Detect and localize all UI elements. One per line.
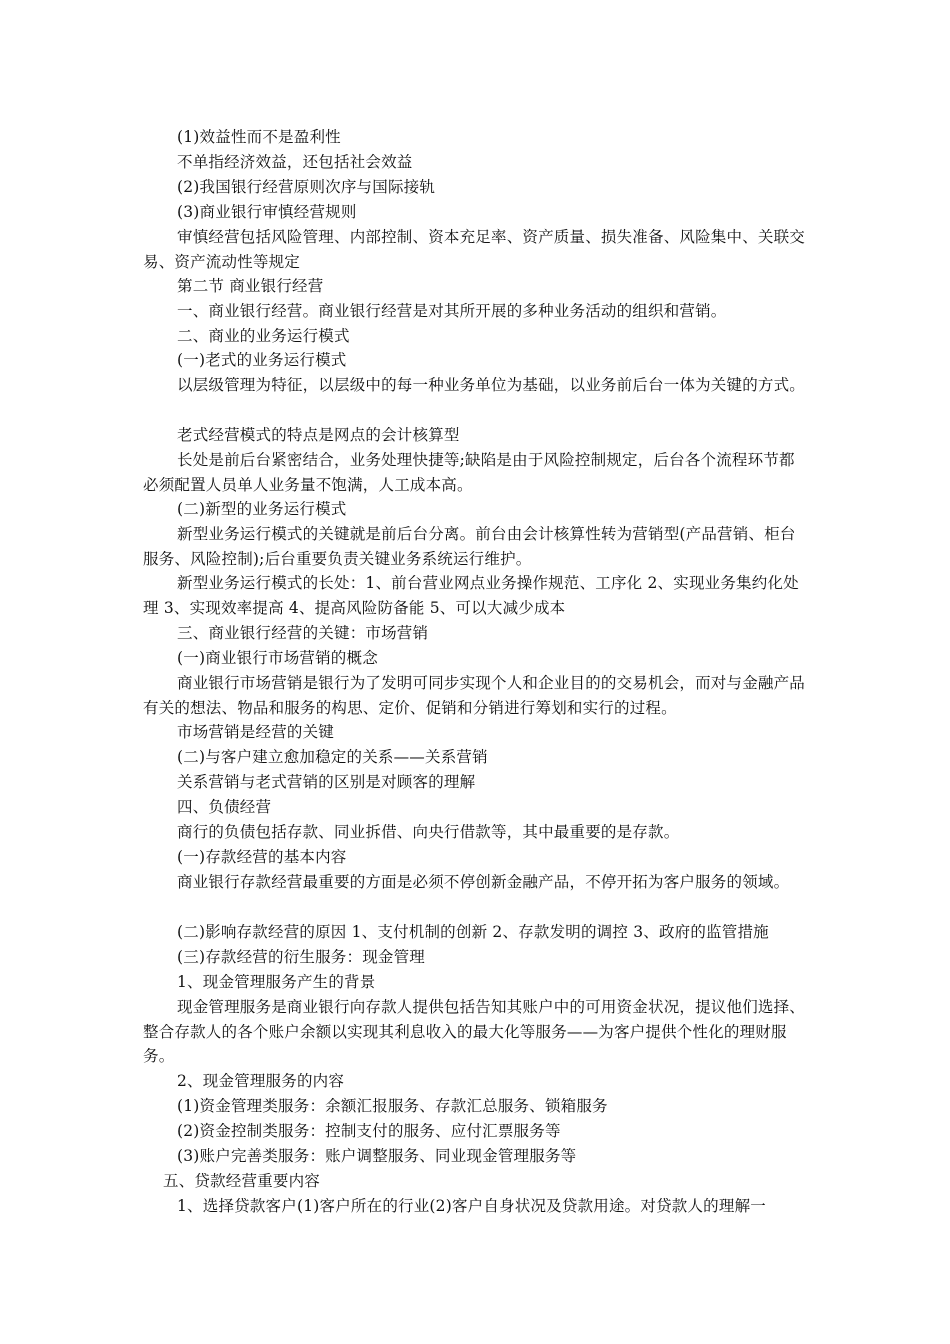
- paragraph: 一、商业银行经营。商业银行经营是对其所开展的多种业务活动的组织和营销。: [177, 302, 727, 320]
- paragraph: 四、负债经营: [177, 798, 272, 816]
- paragraph: 2、现金管理服务的内容: [177, 1072, 345, 1090]
- paragraph: 长处是前后台紧密结合，业务处理快捷等;缺陷是由于风险控制规定，后台各个流程环节都必须配置人员单人业务量不饱满，人工成本高。: [143, 451, 795, 494]
- section-heading: 第二节 商业银行经营: [177, 277, 324, 295]
- paragraph: (2)我国银行经营原则次序与国际接轨: [177, 178, 436, 196]
- paragraph: 新型业务运行模式的长处：1、前台营业网点业务操作规范、工序化 2、实现业务集约化处理 3、实现效率提高 4、提高风险防备能 5、可以大减少成本: [143, 574, 799, 617]
- paragraph: 二、商业的业务运行模式: [177, 327, 350, 345]
- paragraph: 关系营销与老式营销的区别是对顾客的理解: [177, 773, 476, 791]
- paragraph: (一)老式的业务运行模式: [177, 351, 347, 369]
- paragraph: (一)存款经营的基本内容: [177, 848, 347, 866]
- paragraph: 三、商业银行经营的关键：市场营销: [177, 624, 429, 642]
- paragraph: (1)效益性而不是盈利性: [177, 128, 341, 146]
- paragraph: (二)新型的业务运行模式: [177, 500, 347, 518]
- paragraph: 新型业务运行模式的关键就是前后台分离。前台由会计核算性转为营销型(产品营销、柜台服务、风险控制);后台重要负责关键业务系统运行维护。: [143, 525, 796, 568]
- paragraph: 1、选择贷款客户(1)客户所在的行业(2)客户自身状况及贷款用途。对贷款人的理解一: [177, 1197, 766, 1215]
- paragraph: (三)存款经营的衍生服务：现金管理: [177, 948, 425, 966]
- paragraph: (3)商业银行审慎经营规则: [177, 203, 357, 221]
- paragraph: 商业银行市场营销是银行为了发明可同步实现个人和企业目的的交易机会，而对与金融产品有关的想法、物品和服务的构思、定价、促销和分销进行筹划和实行的过程。: [143, 674, 806, 717]
- paragraph: 五、贷款经营重要内容: [163, 1172, 321, 1190]
- paragraph: (3)账户完善类服务：账户调整服务、同业现金管理服务等: [177, 1147, 577, 1165]
- paragraph: (2)资金控制类服务：控制支付的服务、应付汇票服务等: [177, 1122, 561, 1140]
- paragraph: (二)与客户建立愈加稳定的关系——关系营销: [177, 748, 488, 766]
- paragraph: (1)资金管理类服务：余额汇报服务、存款汇总服务、锁箱服务: [177, 1097, 608, 1115]
- paragraph: (一)商业银行市场营销的概念: [177, 649, 378, 667]
- paragraph: 以层级管理为特征，以层级中的每一种业务单位为基础，以业务前后台一体为关键的方式。: [177, 376, 806, 394]
- paragraph: 商业银行存款经营最重要的方面是必须不停创新金融产品，不停开拓为客户服务的领域。: [177, 873, 790, 891]
- paragraph: 老式经营模式的特点是网点的会计核算型: [177, 426, 460, 444]
- paragraph: 商行的负债包括存款、同业拆借、向央行借款等，其中最重要的是存款。: [177, 823, 680, 841]
- paragraph: 市场营销是经营的关键: [177, 723, 335, 741]
- paragraph: 1、现金管理服务产生的背景: [177, 973, 376, 991]
- paragraph: 现金管理服务是商业银行向存款人提供包括告知其账户中的可用资金状况，提议他们选择、整合存款人的各个账户余额以实现其利息收入的最大化等服务——为客户提供个性化的理财服务。: [143, 998, 806, 1066]
- paragraph: 不单指经济效益，还包括社会效益: [177, 153, 413, 171]
- paragraph: 审慎经营包括风险管理、内部控制、资本充足率、资产质量、损失准备、风险集中、关联交易、资产流动性等规定: [143, 228, 806, 271]
- paragraph: (二)影响存款经营的原因 1、支付机制的创新 2、存款发明的调控 3、政府的监管措施: [177, 923, 769, 941]
